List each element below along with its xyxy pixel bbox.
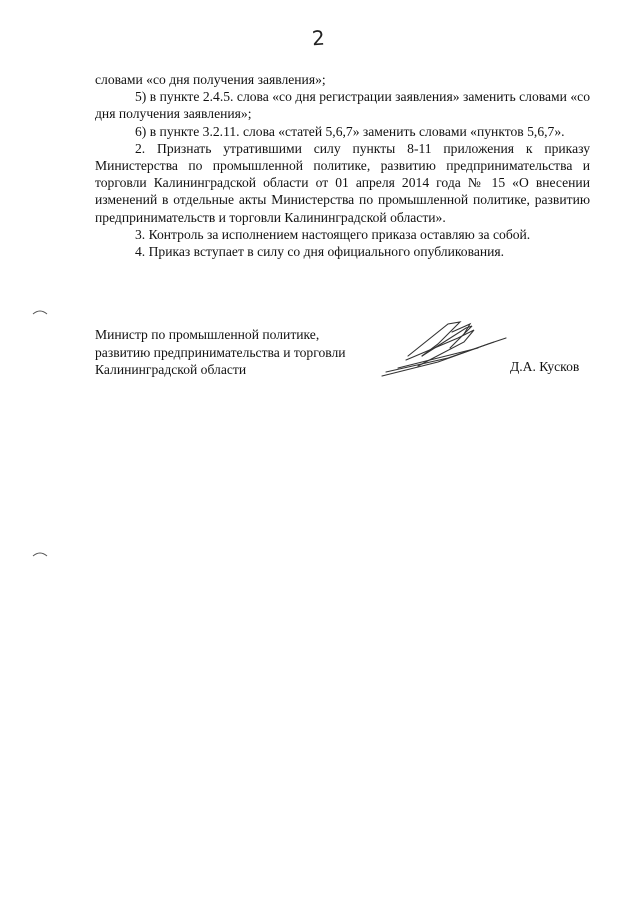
paragraph-point-4: 4. Приказ вступает в силу со дня официального опубликования.: [135, 244, 505, 260]
paragraph-point-3: 3. Контроль за исполнением настоящего приказа оставляю за собой.: [135, 226, 531, 242]
punch-hole-mark-bottom: [32, 550, 48, 558]
position-line-1: Министр по промышленной политике,: [95, 327, 320, 342]
signatory-position: [95, 326, 385, 379]
handwritten-signature: [378, 318, 518, 380]
page-number: 2: [311, 25, 326, 51]
position-line-2: развитию предпринимательства и торговли: [95, 344, 346, 360]
paragraph-item-5: 5) в пункте 2.4.5. слова «со дня регистрации заявления» заменить словами «со дня получения заявления»;: [95, 89, 590, 122]
paragraph-continuation: словами «со дня получения заявления»;: [95, 72, 326, 87]
position-line-3: Калининградской области: [95, 362, 247, 377]
paragraph-item-6: 6) в пункте 3.2.11. слова «статей 5,6,7» заменить словами «пунктов 5,6,7».: [135, 123, 565, 139]
paragraph-point-2: 2. Признать утратившими силу пункты 8-11 приложения к приказу Министерства по промышленной политике, развитию предпринимательства и торговли Калининградской области от 01 апреля 2014 года № 15 «О внесении изменений в отдельные акты Министерства по промышленной политике, развитию предпринимательств и торговли Калининградской области».: [95, 140, 590, 225]
punch-hole-mark-top: [32, 308, 48, 316]
signer-name: Д.А. Кусков: [510, 359, 580, 374]
document-body: [95, 71, 590, 260]
